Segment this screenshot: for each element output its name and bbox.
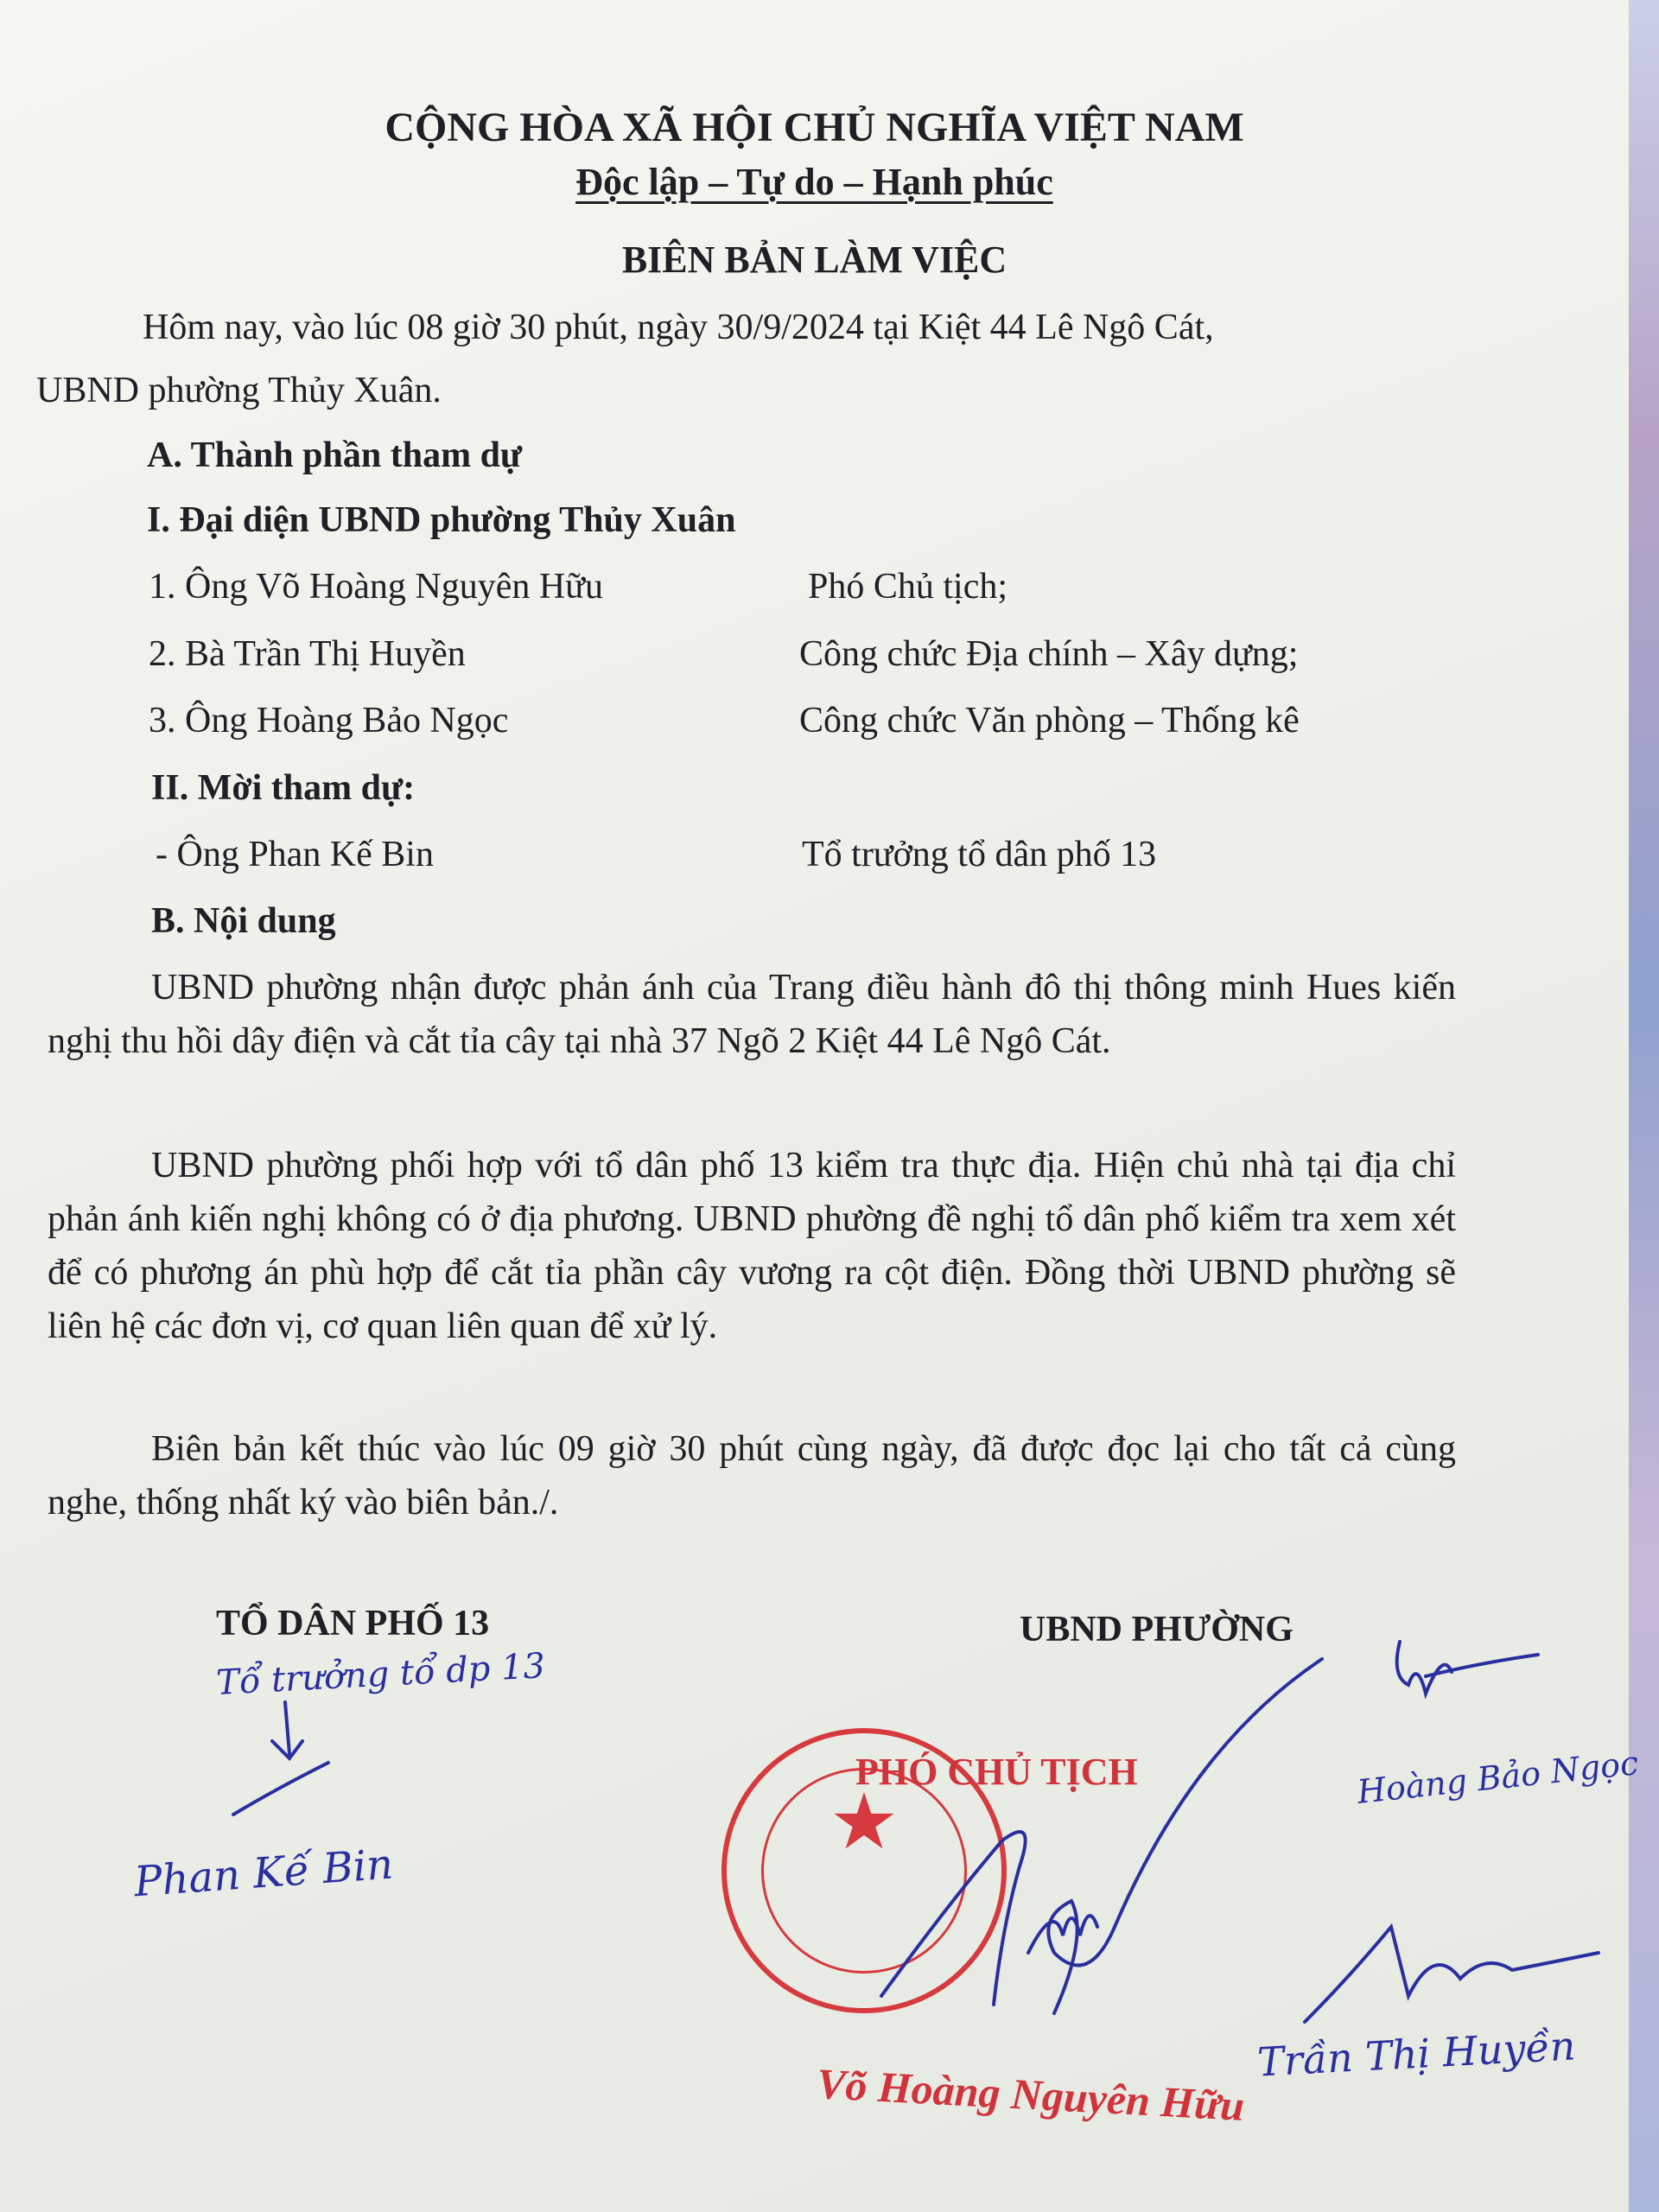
member-3-name: 3. Ông Hoàng Bảo Ngọc <box>149 701 509 741</box>
member-2-name: 2. Bà Trần Thị Huyền <box>149 634 466 674</box>
national-title: CỘNG HÒA XÃ HỘI CHỦ NGHĨA VIỆT NAM <box>385 105 1244 150</box>
national-motto <box>0 160 1629 204</box>
member-3-role: Công chức Văn phòng – Thống kê <box>799 701 1300 741</box>
star-emblem-icon: ★ <box>829 1780 899 1866</box>
left-signature-mark <box>216 1694 346 1823</box>
motto-text: Độc lập – Tự do – Hạnh phúc <box>575 161 1053 203</box>
handwritten-member-2-name: Hoàng Bảo Ngọc <box>1355 1744 1641 1811</box>
left-signature-title: TỔ DÂN PHỐ 13 <box>216 1604 490 1643</box>
paragraph-2-text: UBND phường phối hợp với tổ dân phố 13 kiểm tra thực địa. Hiện chủ nhà tại địa chỉ phản ánh kiến nghị không có ở địa phương. UBND phường đề nghị tổ dân phố kiểm tra xem xét để có phương án phù hợp để cắt tỉa phần cây vương ra cột điện. Đồng thời UBND phường sẽ liên hệ các đơn vị, cơ quan liên quan để xử lý. <box>48 1146 1456 1346</box>
handwritten-member-3-name: Trần Thị Huyền <box>1255 2022 1577 2086</box>
section-a-heading: A. Thành phần tham dự <box>147 435 523 475</box>
section-b-heading: B. Nội dung <box>151 901 336 941</box>
paragraph-1-text: UBND phường nhận được phản ánh của Trang điều hành đô thị thông minh Hues kiến nghị thu hồi dây điện và cắt tỉa cây tại nhà 37 Ngõ 2 Kiệt 44 Lê Ngô Cát. <box>48 968 1456 1061</box>
member-1-role: Phó Chủ tịch; <box>808 567 1008 607</box>
intro-line-2: UBND phường Thủy Xuân. <box>36 371 442 410</box>
member-3-signature <box>1296 1892 1607 2031</box>
intro-line-1: Hôm nay, vào lúc 08 giờ 30 phút, ngày 30/9/2024 tại Kiệt 44 Lê Ngô Cát, <box>143 308 1214 347</box>
vice-chair-signature <box>830 1642 1348 2048</box>
background-fabric-edge <box>1624 0 1659 2212</box>
document-title: BIÊN BẢN LÀM VIỆC <box>621 238 1007 281</box>
member-2-signature <box>1374 1624 1547 1719</box>
section-ii-heading: II. Mời tham dự: <box>151 768 416 808</box>
right-signature-title: UBND PHƯỜNG <box>1020 1610 1294 1649</box>
handwritten-left-name: Phan Kế Bin <box>132 1840 395 1907</box>
content-paragraph-3 <box>48 1422 1456 1529</box>
content-paragraph-2 <box>48 1139 1456 1353</box>
vice-chair-name: Võ Hoàng Nguyên Hữu <box>815 2059 1246 2130</box>
member-2-role: Công chức Địa chính – Xây dựng; <box>799 634 1299 674</box>
content-paragraph-1 <box>48 961 1456 1068</box>
invited-role: Tổ trưởng tổ dân phố 13 <box>802 835 1157 874</box>
member-1-name: 1. Ông Võ Hoàng Nguyên Hữu <box>149 567 603 607</box>
signer-position: PHÓ CHỦ TỊCH <box>855 1751 1138 1793</box>
paragraph-3-text: Biên bản kết thúc vào lúc 09 giờ 30 phút cùng ngày, đã được đọc lại cho tất cả cùng nghe, thống nhất ký vào biên bản./. <box>48 1429 1456 1522</box>
handwritten-left-note: Tổ trưởng tổ dp 13 <box>215 1646 547 1703</box>
invited-name: - Ông Phan Kế Bin <box>156 835 434 874</box>
section-i-heading: I. Đại diện UBND phường Thủy Xuân <box>147 500 736 540</box>
